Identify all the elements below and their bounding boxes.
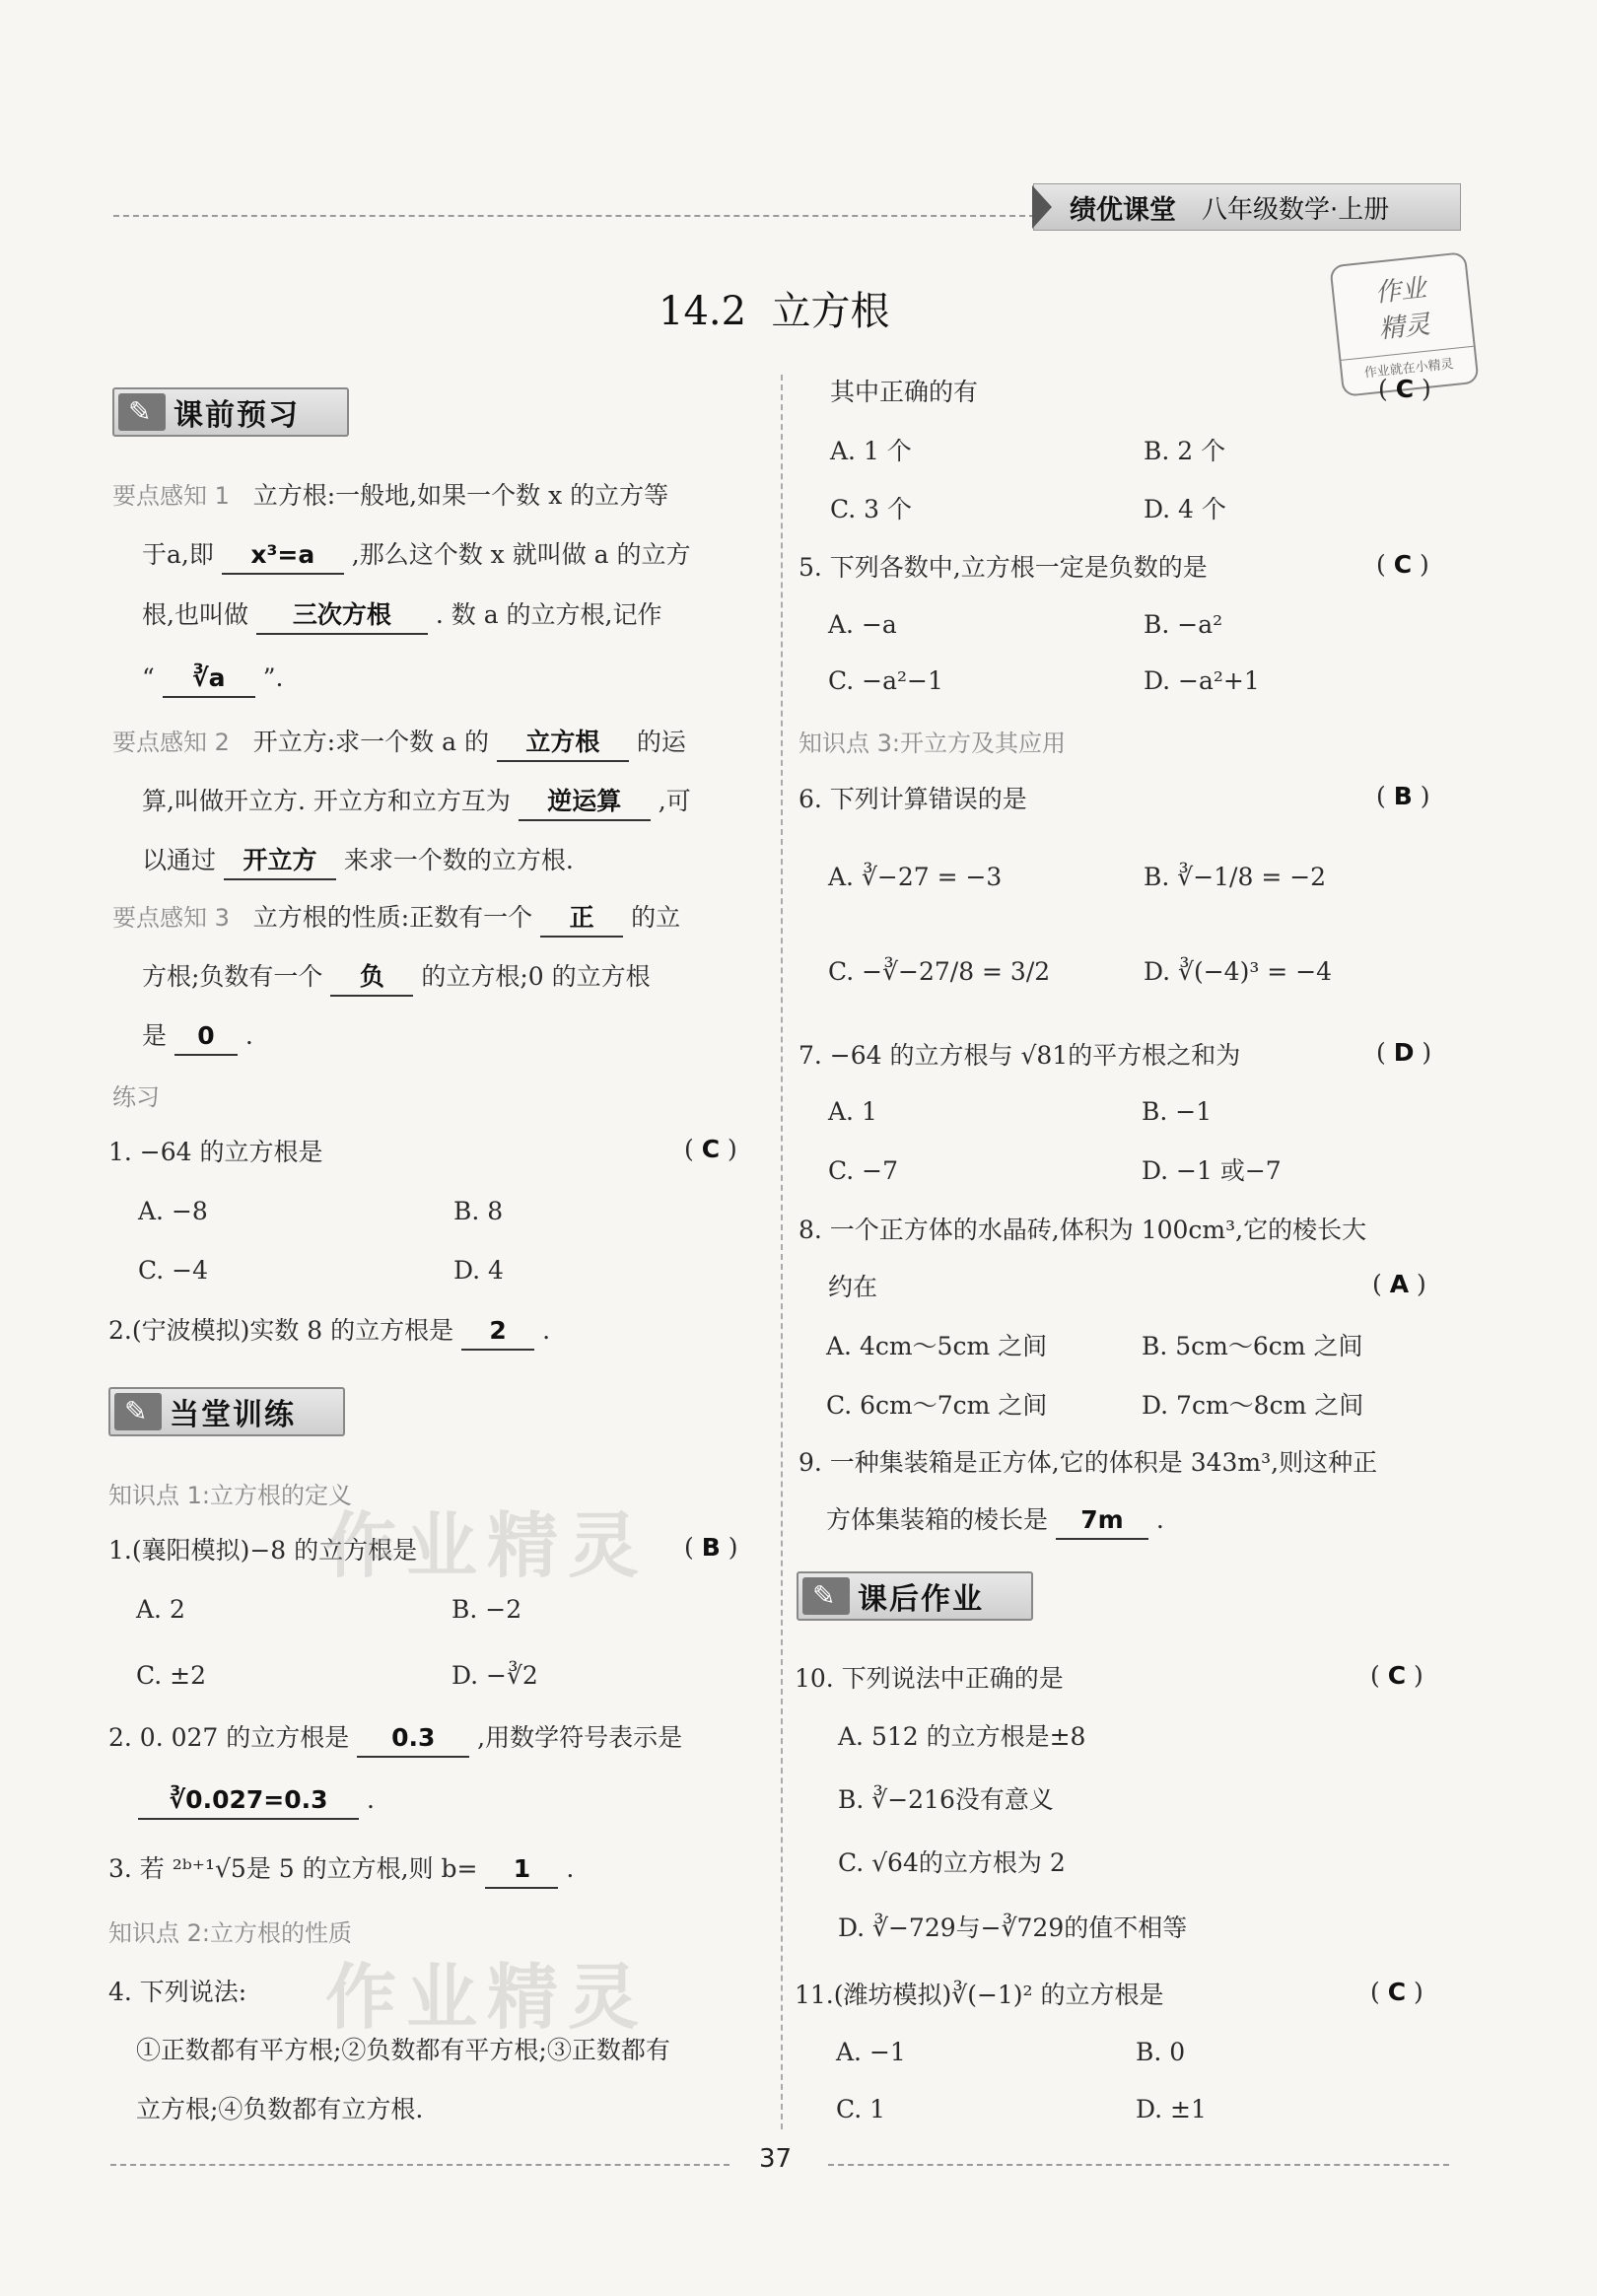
k2-text2a: 算,叫做开立方. 开立方和立方互为 <box>142 787 511 815</box>
section-training-header <box>108 1387 345 1436</box>
t1-option-d: D. −∛2 <box>451 1661 538 1690</box>
pencil-icon <box>118 393 166 431</box>
t6-answer-paren: ( B ) <box>1376 782 1430 810</box>
column-divider <box>781 375 783 2129</box>
kp1-label: 知识点 1:立方根的定义 <box>108 1482 352 1509</box>
t2-answer2: ∛0.027=0.3 <box>138 1782 359 1820</box>
t3-answer: 1 <box>485 1851 558 1889</box>
t5-answer-paren: ( C ) <box>1376 550 1429 579</box>
t11-option-d: D. ±1 <box>1136 2095 1207 2123</box>
kp3-label: 知识点 3:开立方及其应用 <box>798 730 1066 757</box>
t5-answer: C <box>1393 550 1413 579</box>
p1-option-b: B. 8 <box>453 1197 504 1225</box>
notebook-icon <box>114 1393 162 1430</box>
t10-option-c: C. √64的立方根为 2 <box>838 1848 1066 1877</box>
t4-answer-paren: ( C ) <box>1378 375 1431 403</box>
p2-text-b: . <box>542 1316 551 1345</box>
k2-text3b: 来求一个数的立方根. <box>343 846 574 874</box>
header-subtitle: 八年级数学·上册 <box>1202 194 1390 225</box>
footer-dash-left <box>110 2164 729 2166</box>
t10-answer-paren: ( C ) <box>1370 1661 1423 1690</box>
t5-option-a: A. −a <box>828 610 897 639</box>
k3-label: 要点感知 3 <box>112 904 230 932</box>
t1-option-c: C. ±2 <box>136 1661 206 1690</box>
t10-option-d: D. ∛−729与−∛729的值不相等 <box>838 1913 1188 1942</box>
t3-text-b: . <box>566 1854 575 1883</box>
t1-option-b: B. −2 <box>451 1595 522 1624</box>
k3-answer3: 0 <box>174 1018 238 1056</box>
t4-line2: 立方根;④负数都有立方根. <box>136 2095 424 2123</box>
t4-answer: C <box>1395 375 1415 403</box>
t5-option-b: B. −a² <box>1144 610 1223 639</box>
section-homework-header <box>797 1571 1033 1621</box>
t11-option-a: A. −1 <box>836 2038 906 2066</box>
stamp-line3: 作业就在小精灵 <box>1341 346 1476 383</box>
section-preview-title: 课前预习 <box>174 398 300 433</box>
t10-answer: C <box>1387 1661 1407 1690</box>
t8-option-d: D. 7cm～8cm 之间 <box>1142 1391 1364 1420</box>
k2-text3a: 以通过 <box>142 846 217 874</box>
t6-option-b: B. ∛−1/8 = −2 <box>1144 863 1327 891</box>
kp2-label: 知识点 2:立方根的性质 <box>108 1919 352 1947</box>
t9-text-b: . <box>1155 1505 1164 1534</box>
k1-answer3: ∛a <box>163 661 255 698</box>
t11-answer-paren: ( C ) <box>1370 1978 1423 2006</box>
t8-answer: A <box>1389 1270 1410 1298</box>
k1-text4a: “ <box>142 663 155 692</box>
practice-label: 练习 <box>112 1083 160 1111</box>
t7-question: 7. −64 的立方根与 √81的平方根之和为 <box>798 1041 1241 1070</box>
k3-text2a: 方根;负数有一个 <box>142 962 323 991</box>
section-preview-header <box>112 387 349 437</box>
k1-text3a: 根,也叫做 <box>142 600 248 629</box>
t7-option-c: C. −7 <box>828 1156 898 1185</box>
t4-option-c: C. 3 个 <box>830 495 912 523</box>
p1-question: 1. −64 的立方根是 <box>108 1138 323 1166</box>
k2-text2b: ,可 <box>658 787 691 815</box>
p1-answer-paren: ( C ) <box>684 1135 737 1163</box>
t8-answer-paren: ( A ) <box>1372 1270 1426 1298</box>
t7-option-a: A. 1 <box>828 1097 877 1126</box>
k3-text3b: . <box>244 1021 253 1050</box>
t8-line1: 8. 一个正方体的水晶砖,体积为 100cm³,它的棱长大 <box>798 1216 1367 1244</box>
t8-option-b: B. 5cm～6cm 之间 <box>1142 1332 1363 1360</box>
t2-line2 <box>138 1782 375 1820</box>
t8-option-a: A. 4cm～5cm 之间 <box>826 1332 1048 1360</box>
k3-line3 <box>142 1018 253 1056</box>
t5-option-c: C. −a²−1 <box>828 666 943 695</box>
t7-answer: D <box>1393 1038 1415 1067</box>
t10-option-b: B. ∛−216没有意义 <box>838 1785 1054 1814</box>
t6-answer: B <box>1393 782 1413 810</box>
p2-question <box>108 1313 550 1351</box>
t5-option-d: D. −a²+1 <box>1144 666 1260 695</box>
t7-option-b: B. −1 <box>1142 1097 1213 1126</box>
t7-answer-paren: ( D ) <box>1376 1038 1432 1067</box>
t1-answer-paren: ( B ) <box>684 1533 738 1562</box>
k3-text3a: 是 <box>142 1021 168 1050</box>
p1-answer: C <box>701 1135 721 1163</box>
k2-answer2: 逆运算 <box>519 784 651 821</box>
header-brand: 绩优课堂 <box>1070 194 1176 226</box>
t7-option-d: D. −1 或−7 <box>1142 1156 1282 1185</box>
k1-text2a: 于a,即 <box>142 540 214 569</box>
t4-option-b: B. 2 个 <box>1144 437 1226 465</box>
k2-text1a: 开立方:求一个数 a 的 <box>252 728 489 756</box>
t6-option-d: D. ∛(−4)³ = −4 <box>1144 957 1333 986</box>
section-training-title: 当堂训练 <box>170 1398 296 1432</box>
t4-option-d: D. 4 个 <box>1144 495 1226 523</box>
k2-line1 <box>112 725 686 762</box>
p2-answer: 2 <box>461 1313 534 1351</box>
p2-text-a: 2.(宁波模拟)实数 8 的立方根是 <box>108 1316 454 1345</box>
section-homework-title: 课后作业 <box>858 1582 984 1617</box>
k2-answer1: 立方根 <box>497 725 629 762</box>
k1-text2b: ,那么这个数 x 就叫做 a 的立方 <box>351 540 691 569</box>
t4-line1: ①正数都有平方根;②负数都有平方根;③正数都有 <box>136 2036 670 2064</box>
k2-label: 要点感知 2 <box>112 729 230 756</box>
k1-line3 <box>142 597 662 635</box>
k2-answer3: 开立方 <box>224 843 336 880</box>
watermark-2: 作业精灵 <box>325 1955 650 2039</box>
k2-line2 <box>142 784 691 821</box>
t4-option-a: A. 1 个 <box>830 437 912 465</box>
t11-option-c: C. 1 <box>836 2095 886 2123</box>
t3-text-a: 3. 若 ²ᵇ⁺¹√5是 5 的立方根,则 b= <box>108 1854 478 1883</box>
p1-option-d: D. 4 <box>453 1256 504 1285</box>
k3-answer2: 负 <box>330 959 413 997</box>
t2-text-c: . <box>366 1785 375 1814</box>
t10-option-a: A. 512 的立方根是±8 <box>838 1722 1086 1751</box>
header-dash-line <box>113 215 1055 217</box>
k2-line3 <box>142 843 574 880</box>
t6-option-a: A. ∛−27 = −3 <box>828 863 1003 891</box>
t9-answer: 7m <box>1056 1502 1148 1540</box>
t6-question: 6. 下列计算错误的是 <box>798 785 1027 813</box>
t8-option-c: C. 6cm～7cm 之间 <box>826 1391 1048 1420</box>
t8-line2: 约在 <box>828 1273 878 1301</box>
t6-option-c: C. −∛−27/8 = 3/2 <box>828 957 1051 986</box>
t11-option-b: B. 0 <box>1136 2038 1186 2066</box>
k1-line1 <box>112 478 668 514</box>
t11-question: 11.(潍坊模拟)∛(−1)² 的立方根是 <box>795 1981 1164 2009</box>
t4-cont-question: 其中正确的有 <box>830 378 979 406</box>
watermark-1: 作业精灵 <box>325 1503 650 1587</box>
k3-text2b: 的立方根;0 的立方根 <box>421 962 651 991</box>
t11-answer: C <box>1387 1978 1407 2006</box>
k3-answer1: 正 <box>540 900 623 938</box>
stamp-line1: 作业 <box>1373 273 1428 309</box>
k1-answer1: x³=a <box>222 537 344 575</box>
k1-line2 <box>142 537 691 575</box>
t1-question: 1.(襄阳模拟)−8 的立方根是 <box>108 1536 418 1565</box>
k1-answer2: 三次方根 <box>256 597 428 635</box>
t9-line1: 9. 一种集装箱是正方体,它的体积是 343m³,则这种正 <box>798 1448 1378 1477</box>
k1-label: 要点感知 1 <box>112 482 230 510</box>
book-icon <box>802 1577 850 1615</box>
k3-line2 <box>142 959 651 997</box>
k3-text1a: 立方根的性质:正数有一个 <box>252 903 533 932</box>
page-number: 37 <box>759 2144 793 2174</box>
t2-answer1: 0.3 <box>357 1720 469 1758</box>
t4-question: 4. 下列说法: <box>108 1978 247 2006</box>
header-banner <box>1033 183 1461 231</box>
t5-question: 5. 下列各数中,立方根一定是负数的是 <box>798 553 1208 582</box>
t9-line2 <box>826 1502 1164 1540</box>
stamp-line2: 精灵 <box>1377 310 1432 345</box>
p1-option-a: A. −8 <box>138 1197 208 1225</box>
k3-text1b: 的立 <box>631 903 681 932</box>
t2-text-b: ,用数学符号表示是 <box>477 1723 683 1752</box>
footer-dash-right <box>828 2164 1449 2166</box>
k1-text4b: ”. <box>262 663 284 692</box>
t3-question <box>108 1851 574 1889</box>
k1-text1: 立方根:一般地,如果一个数 x 的立方等 <box>252 481 669 510</box>
k3-line1 <box>112 900 680 938</box>
page-title: 14.2 立方根 <box>659 289 890 334</box>
banner-arrow-icon <box>1032 185 1052 229</box>
p1-option-c: C. −4 <box>138 1256 208 1285</box>
t9-text-a: 方体集装箱的棱长是 <box>826 1505 1049 1534</box>
t2-text-a: 2. 0. 027 的立方根是 <box>108 1723 350 1752</box>
t1-option-a: A. 2 <box>136 1595 185 1624</box>
t2-line1 <box>108 1720 682 1758</box>
t10-question: 10. 下列说法中正确的是 <box>795 1664 1064 1693</box>
k2-text1b: 的运 <box>636 728 686 756</box>
k1-text3b: . 数 a 的立方根,记作 <box>435 600 662 629</box>
t1-answer: B <box>701 1533 721 1562</box>
k1-line4 <box>142 661 283 698</box>
